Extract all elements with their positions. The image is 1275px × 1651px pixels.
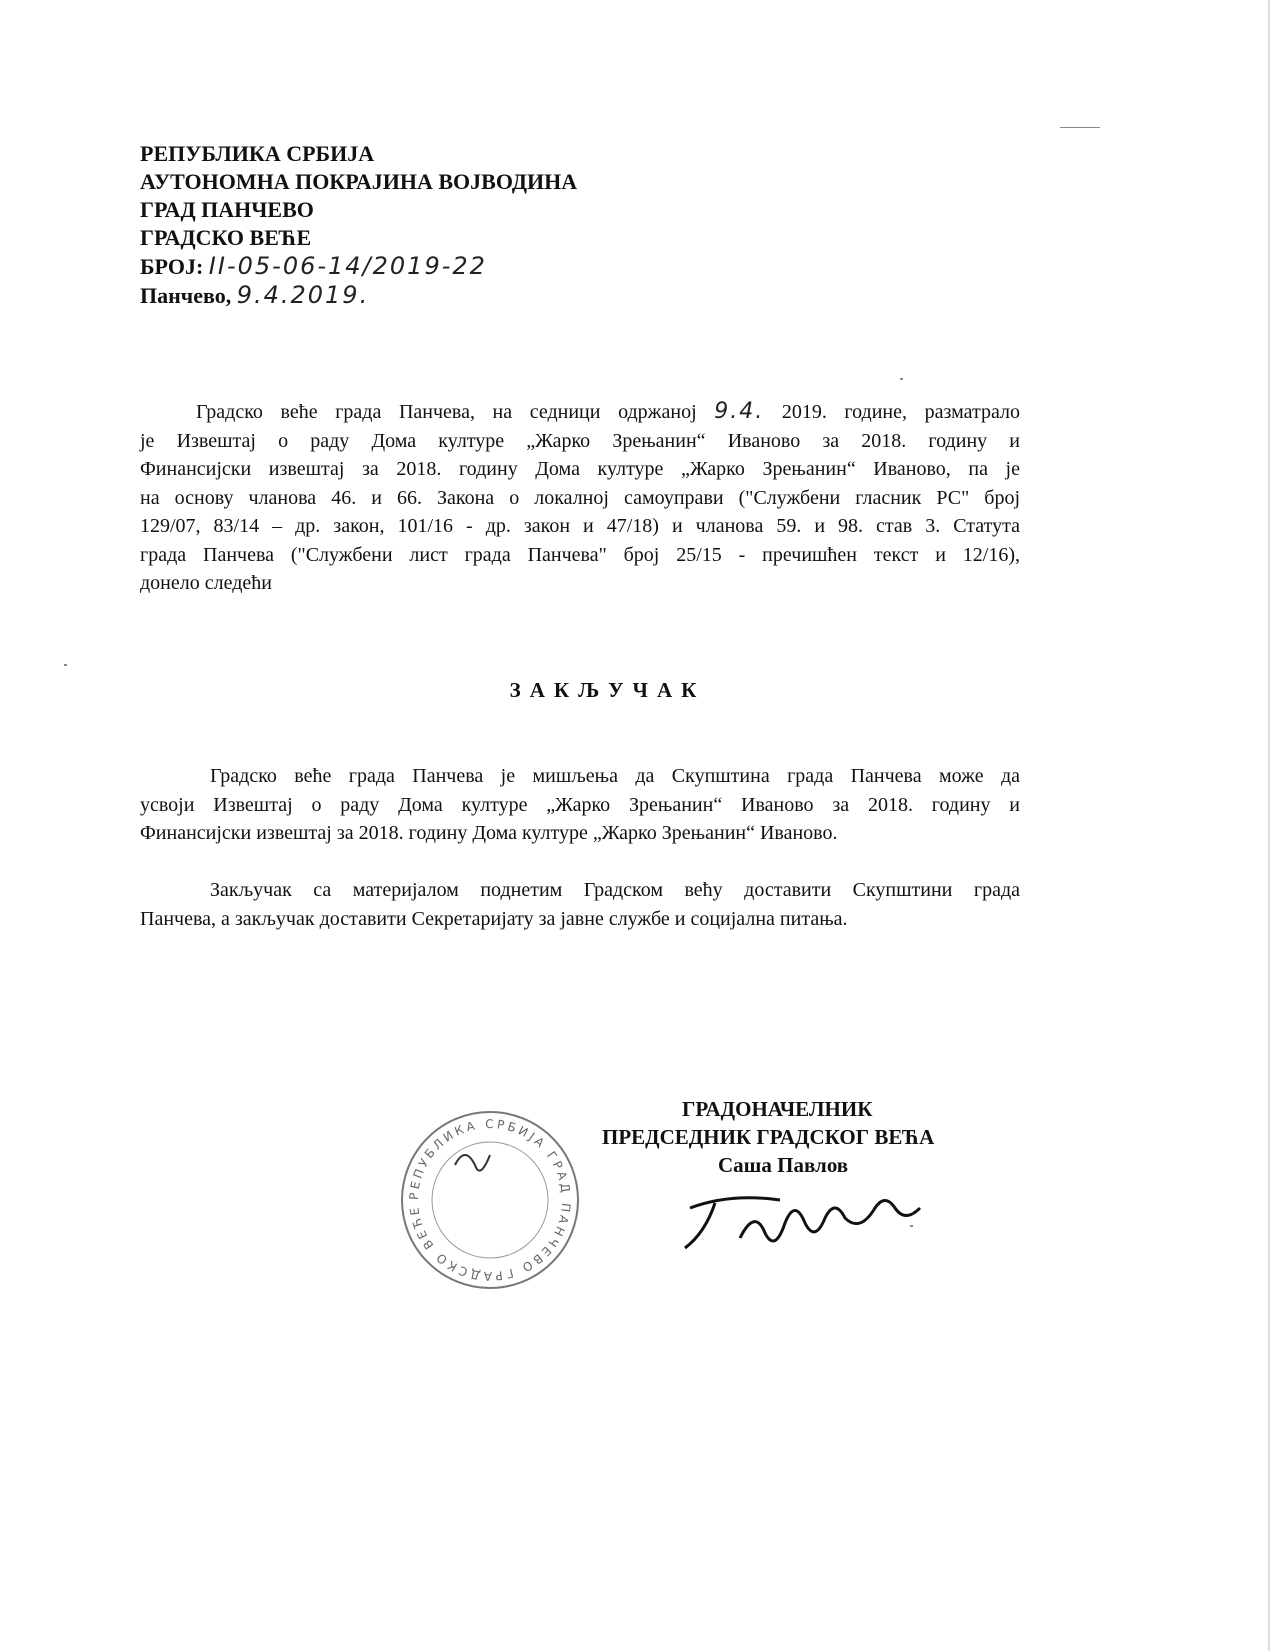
- signatory-title-mayor: ГРАДОНАЧЕЛНИК: [682, 1097, 873, 1121]
- signatory-name: Саша Павлов: [718, 1153, 849, 1177]
- date-handwritten: 9.4.2019.: [236, 281, 370, 309]
- document-header: [140, 140, 577, 310]
- place-label: Панчево,: [140, 283, 232, 308]
- intro-text: Градско веће града Панчева, на седници одржаној: [196, 401, 697, 423]
- intro-line: Финансијски извештај за 2018. годину Дома културе „Жарко Зрењанин“ Иваново, па је: [140, 458, 1020, 480]
- scan-mark: [64, 664, 67, 666]
- intro-line: на основу чланова 46. и 66. Закона о локалној самоуправи ("Службени гласник РС" број: [140, 486, 1020, 509]
- header-city: ГРАД ПАНЧЕВО: [140, 197, 314, 222]
- number-handwritten: II-05-06-14/2019-22: [208, 252, 487, 280]
- conclusion-line: Градско веће града Панчева је мишљења да Скупштина града Панчева може да: [210, 765, 1020, 787]
- header-council: ГРАДСКО ВЕЋЕ: [140, 225, 312, 250]
- intro-paragraph: [140, 398, 1020, 598]
- signatory-title-president: ПРЕДСЕДНИК ГРАДСКОГ ВЕЋА: [602, 1125, 935, 1149]
- header-republic: РЕПУБЛИКА СРБИЈА: [140, 141, 375, 166]
- number-label: БРОЈ:: [140, 254, 204, 279]
- header-number: [140, 252, 577, 281]
- official-seal: [395, 1105, 585, 1295]
- conclusion-line: Финансијски извештај за 2018. годину Дома културе „Жарко Зрењанин“ Иваново.: [140, 822, 838, 844]
- document-title: ЗАКЉУЧАК: [509, 678, 706, 702]
- header-place-date: [140, 281, 577, 310]
- scan-mark: [910, 1225, 913, 1227]
- intro-line: града Панчева ("Службени лист града Панчева" број 25/15 - пречишћен текст и 12/16),: [140, 543, 1020, 566]
- seal-text: РЕПУБЛИКА СРБИЈА ГРАД ПАНЧЕВО ГРАДСКО ВЕЋЕ: [406, 1116, 574, 1284]
- scan-mark: [900, 378, 903, 380]
- header-province: АУТОНОМНА ПОКРАЈИНА ВОЈВОДИНА: [140, 169, 578, 194]
- intro-line: је Извештај о раду Дома културе „Жарко Зрењанин“ Иваново за 2018. годину и: [140, 429, 1020, 452]
- intro-line: [140, 398, 1020, 427]
- conclusion-paragraph-1: [140, 762, 1020, 848]
- conclusion-line: Панчева, а закључак доставити Секретаријату за јавне службе и социјална питања.: [140, 907, 848, 930]
- handwritten-signature: [620, 1188, 1000, 1278]
- intro-text: 2019. године, разматрало: [781, 401, 1021, 423]
- intro-line: 129/07, 83/14 – др. закон, 101/16 - др. закон и 47/18) и чланова 59. и 98. став 3. Статута: [140, 515, 1020, 537]
- conclusion-paragraph-2: [140, 876, 1020, 933]
- session-date-handwritten: 9.4.: [714, 399, 765, 424]
- conclusion-line: усвоји Извештај о раду Дома културе „Жарко Зрењанин“ Иваново за 2018. годину и: [140, 793, 1020, 816]
- scan-mark: [1060, 127, 1100, 128]
- intro-line: донело следећи: [140, 572, 272, 594]
- conclusion-line: Закључак са материјалом поднетим Градском већу доставити Скупштини града: [210, 879, 1020, 901]
